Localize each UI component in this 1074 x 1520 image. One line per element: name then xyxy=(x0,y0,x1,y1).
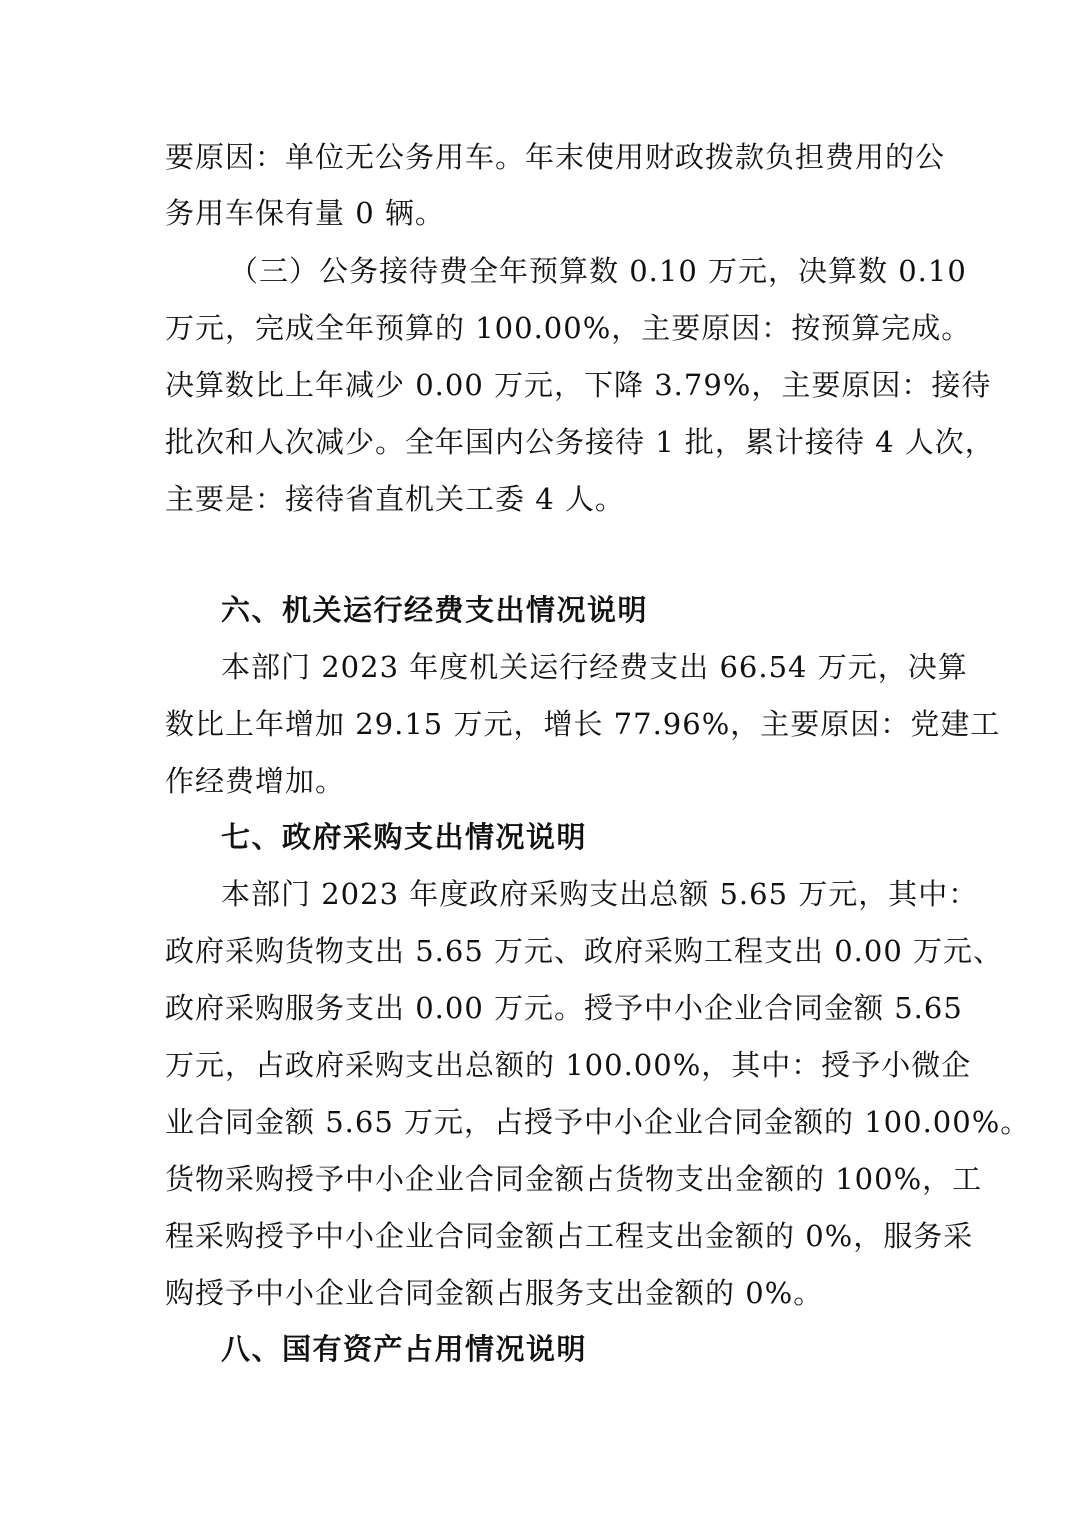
body-text-line: 万元，占政府采购支出总额的 100.00%，其中：授予小微企 xyxy=(165,1048,972,1082)
body-text-line: 业合同金额 5.65 万元，占授予中小企业合同金额的 100.00%。 xyxy=(165,1105,1031,1139)
body-text-line: 要原因：单位无公务用车。年末使用财政拨款负担费用的公 xyxy=(165,140,946,174)
body-text-line: 批次和人次减少。全年国内公务接待 1 批，累计接待 4 人次， xyxy=(165,425,995,459)
body-text-line: 务用车保有量 0 辆。 xyxy=(165,196,445,230)
body-text-line: 货物采购授予中小企业合同金额占货物支出金额的 100%，工 xyxy=(165,1162,983,1196)
body-text-line: 程采购授予中小企业合同金额占工程支出金额的 0%，服务采 xyxy=(165,1219,974,1253)
paragraph-first-line: 本部门 2023 年度政府采购支出总额 5.65 万元，其中： xyxy=(221,877,979,911)
body-text-line: 主要是：接待省直机关工委 4 人。 xyxy=(165,482,625,516)
body-text-line: 政府采购货物支出 5.65 万元、政府采购工程支出 0.00 万元、 xyxy=(165,934,1004,968)
body-text-line: 数比上年增加 29.15 万元，增长 77.96%，主要原因：党建工 xyxy=(165,707,1001,741)
paragraph-first-line: （三）公务接待费全年预算数 0.10 万元，决算数 0.10 xyxy=(229,254,967,288)
section-heading-8: 八、国有资产占用情况说明 xyxy=(221,1332,588,1366)
section-heading-7: 七、政府采购支出情况说明 xyxy=(221,820,588,854)
body-text-line: 政府采购服务支出 0.00 万元。授予中小企业合同金额 5.65 xyxy=(165,991,963,1025)
paragraph-first-line: 本部门 2023 年度机关运行经费支出 66.54 万元，决算 xyxy=(221,650,968,684)
body-text-line: 万元，完成全年预算的 100.00%，主要原因：按预算完成。 xyxy=(165,311,972,345)
section-heading-6: 六、机关运行经费支出情况说明 xyxy=(221,593,649,627)
body-text-line: 作经费增加。 xyxy=(165,764,346,798)
body-text-line: 决算数比上年减少 0.00 万元，下降 3.79%，主要原因：接待 xyxy=(165,368,992,402)
body-text-line: 购授予中小企业合同金额占服务支出金额的 0%。 xyxy=(165,1276,824,1310)
